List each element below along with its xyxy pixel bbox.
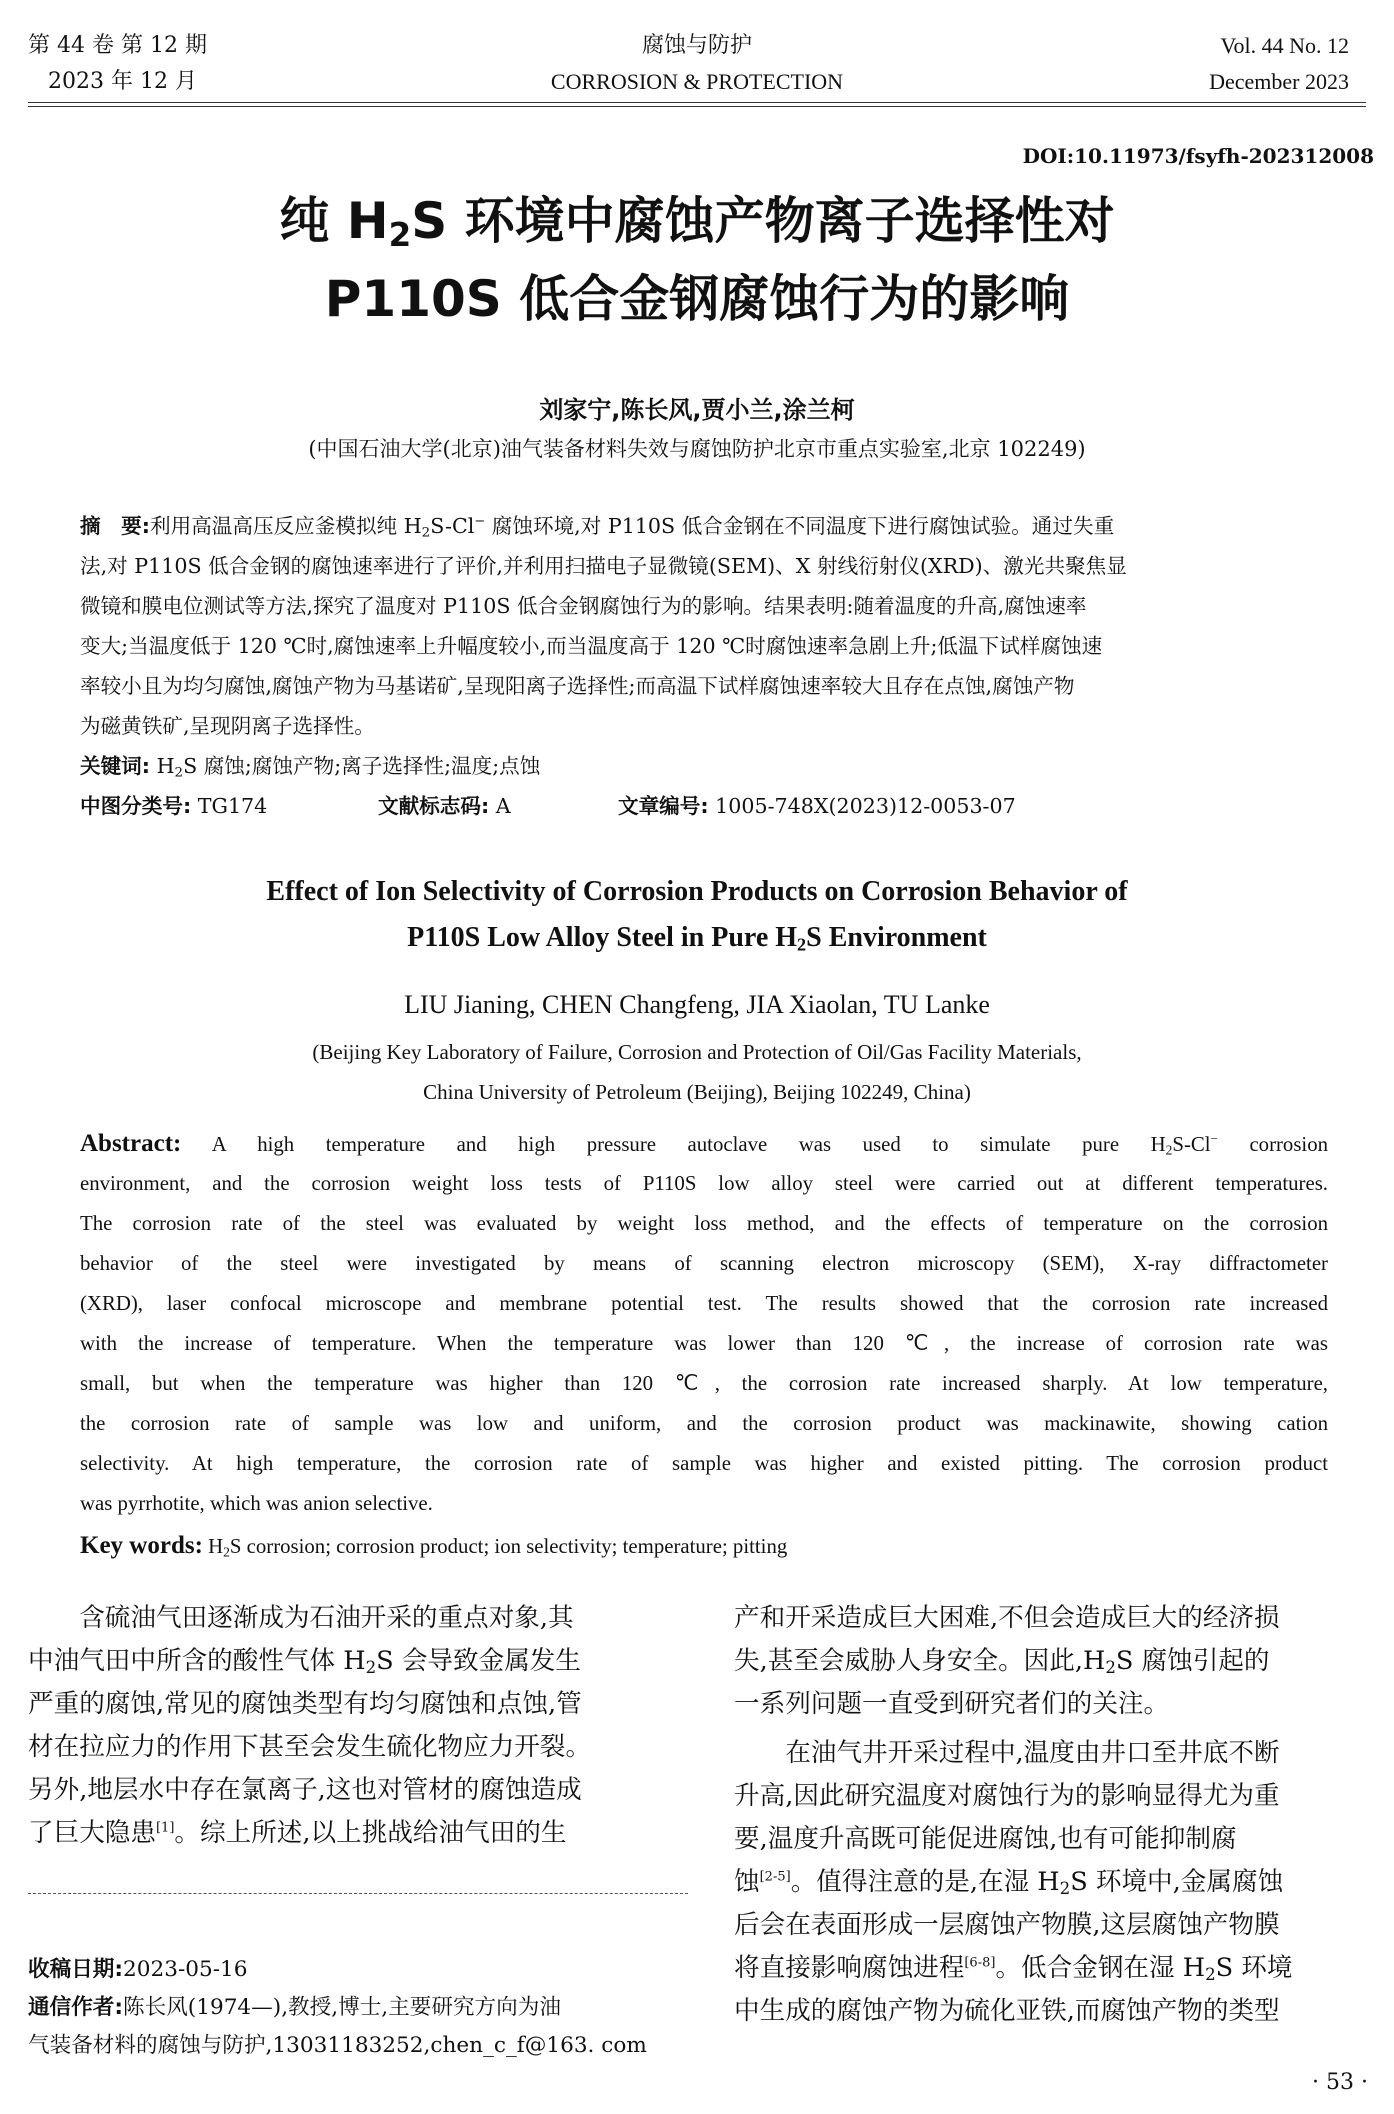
body-right-line7: 蚀[2-5]。值得注意的是,在湿 $H_2S$ 环境中,金属腐蚀 (734, 1867, 1284, 1899)
body-left-line2: 中油气田中所含的酸性气体 $H_2S$ 会导致金属发生 (28, 1646, 581, 1678)
clc-number: 中图分类号: TG174 (80, 794, 268, 818)
body-left-line5: 另外,地层水中存在氯离子,这也对管材的腐蚀造成 (28, 1775, 582, 1805)
abstract-en-line8: the corrosion rate of sample was low and uniform, and the corrosion product was mackinawite, showing cation (80, 1412, 1328, 1435)
article-number: 文章编号: 1005-748X(2023)12-0053-07 (618, 794, 1016, 818)
body-right-line5: 升高,因此研究温度对腐蚀行为的影响显得尤为重 (734, 1781, 1280, 1811)
abstract-cn-line2: 法,对 P110S 低合金钢的腐蚀速率进行了评价,并利用扫描电子显微镜(SEM)、X 射线衍射仪(XRD)、激光共聚焦显 (80, 554, 1127, 578)
body-left-line4: 材在拉应力的作用下甚至会发生硫化物应力开裂。 (28, 1732, 592, 1762)
body-left-line6: 了巨大隐患[1]。综上所述,以上挑战给油气田的生 (28, 1818, 567, 1848)
abstract-en-label: Abstract: (80, 1130, 182, 1157)
body-left-line1: 含硫油气田逐渐成为石油开采的重点对象,其 (28, 1603, 574, 1633)
abstract-cn-line1: 摘 要:利用高温高压反应釜模拟纯 $H_2S-Cl^-$ 腐蚀环境,对 P110S 低合金钢在不同温度下进行腐蚀试验。通过失重 (80, 514, 1115, 541)
doi: DOI:10.11973/fsyfh-202312008 (1022, 144, 1374, 168)
abstract-en-line9: selectivity. At high temperature, the corrosion rate of sample was higher and existed pitting. The corrosion product (80, 1452, 1328, 1475)
affiliation-cn: (中国石油大学(北京)油气装备材料失效与腐蚀防护北京市重点实验室,北京 102249) (308, 437, 1086, 461)
affiliation-en-line2: China University of Petroleum (Beijing), Beijing 102249, China) (423, 1080, 971, 1104)
body-right-line9: 将直接影响腐蚀进程[6-8]。低合金钢在湿 $H_2S$ 环境 (734, 1953, 1293, 1985)
abstract-cn-line4: 变大;当温度低于 120 ℃时,腐蚀速率上升幅度较小,而当温度高于 120 ℃时腐蚀速率急剧上升;低温下试样腐蚀速 (80, 634, 1103, 658)
footnote-received: 收稿日期:2023-05-16 (28, 1957, 248, 1982)
citation-ref-1[interactable]: [1] (155, 1820, 175, 1836)
citation-ref-2-5[interactable]: [2-5] (759, 1869, 791, 1885)
keywords-cn-label: 关键词: (80, 754, 151, 778)
title-en-line2: P110S Low Alloy Steel in Pure $H_2S$ Environment (407, 922, 987, 955)
title-cn-line2: P110S 低合金钢腐蚀行为的影响 (324, 270, 1070, 328)
keywords-en-label: Key words: (80, 1532, 203, 1559)
abstract-cn-line5: 率较小且为均匀腐蚀,腐蚀产物为马基诺矿,呈现阳离子选择性;而高温下试样腐蚀速率较大且存在点蚀,腐蚀产物 (80, 674, 1075, 698)
body-right-line2: 失,甚至会威胁人身安全。因此$,H_2S$ 腐蚀引起的 (734, 1646, 1270, 1678)
header-rule-thin (28, 106, 1366, 107)
body-right-line10: 中生成的腐蚀产物为硫化亚铁,而腐蚀产物的类型 (734, 1996, 1280, 2026)
body-right-line1: 产和开采造成巨大困难,不但会造成巨大的经济损 (734, 1603, 1280, 1633)
keywords-en: Key words: $H_2S$ corrosion; corrosion product; ion selectivity; temperature; pitting (80, 1532, 788, 1560)
abstract-en-line6: with the increase of temperature. When the temperature was lower than 120 ℃, the increase of corrosion rate was (80, 1332, 1328, 1355)
header-vol-no-en: Vol. 44 No. 12 (1220, 33, 1349, 58)
footnote-corresponding-cont: 气装备材料的腐蚀与防护,13031183252,chen_c_f@163. com (28, 2033, 647, 2058)
footnote-corresponding: 通信作者:陈长风(1974—),教授,博士,主要研究方向为油 (28, 1995, 561, 2020)
authors-en: LIU Jianing, CHEN Changfeng, JIA Xiaolan, TU Lanke (404, 990, 990, 1019)
header-journal-en: CORROSION & PROTECTION (550, 69, 844, 94)
abstract-en-line4: behavior of the steel were investigated by means of scanning electron microscopy (SEM), X-ray diffractometer (80, 1252, 1328, 1275)
abstract-en-line2: environment, and the corrosion weight loss tests of P110S low alloy steel were carried out at different temperatures. (80, 1172, 1328, 1195)
abstract-en-line5: (XRD), laser confocal microscope and membrane potential test. The results showed that the corrosion rate increased (80, 1292, 1328, 1315)
abstract-en-line10: was pyrrhotite, which was anion selective. (80, 1492, 433, 1515)
abstract-en-line1: Abstract: A high temperature and high pressure autoclave was used to simulate pure $H_2S-Cl^-$ corrosion (80, 1130, 1328, 1158)
page-number: · 53 · (1312, 2070, 1368, 2095)
abstract-cn-label: 摘 要: (80, 514, 151, 538)
affiliation-en-line1: (Beijing Key Laboratory of Failure, Corrosion and Protection of Oil/Gas Facility Materials, (312, 1040, 1082, 1064)
header-rule (28, 102, 1366, 103)
authors-cn: 刘家宁,陈长风,贾小兰,涂兰柯 (539, 396, 855, 424)
header-volume-issue: 第 44 卷 第 12 期 (28, 33, 207, 58)
body-right-line6: 要,温度升高既可能促进腐蚀,也有可能抑制腐 (734, 1824, 1237, 1854)
abstract-en-line3: The corrosion rate of the steel was evaluated by weight loss method, and the effects of temperature on the corrosion (80, 1212, 1328, 1235)
footnote-rule (28, 1893, 688, 1894)
body-left-line3: 严重的腐蚀,常见的腐蚀类型有均匀腐蚀和点蚀,管 (28, 1689, 582, 1719)
citation-ref-6-8[interactable]: [6-8] (964, 1955, 996, 1971)
header-date-cn: 2023 年 12 月 (48, 69, 197, 94)
abstract-en-line7: small, but when the temperature was higher than 120 ℃, the corrosion rate increased sharply. At low temperature, (80, 1372, 1328, 1395)
header-date-en: December 2023 (1209, 69, 1349, 94)
body-right-line3: 一系列问题一直受到研究者们的关注。 (734, 1689, 1170, 1719)
title-en-line1: Effect of Ion Selectivity of Corrosion Products on Corrosion Behavior of (266, 876, 1128, 907)
header-journal-cn: 腐蚀与防护 (641, 33, 752, 58)
abstract-cn-line6: 为磁黄铁矿,呈现阴离子选择性。 (80, 714, 375, 738)
abstract-cn-line3: 微镜和膜电位测试等方法,探究了温度对 P110S 低合金钢腐蚀行为的影响。结果表明:随着温度的升高,腐蚀速率 (80, 594, 1087, 618)
document-code: 文献标志码: A (378, 794, 511, 818)
body-right-line4: 在油气井开采过程中,温度由井口至井底不断 (734, 1738, 1280, 1768)
body-right-line8: 后会在表面形成一层腐蚀产物膜,这层腐蚀产物膜 (734, 1910, 1280, 1940)
title-cn-line1: 纯 $H_2S$ 环境中腐蚀产物离子选择性对 (279, 192, 1115, 255)
keywords-cn: 关键词: $H_2S$ 腐蚀;腐蚀产物;离子选择性;温度;点蚀 (80, 754, 541, 781)
